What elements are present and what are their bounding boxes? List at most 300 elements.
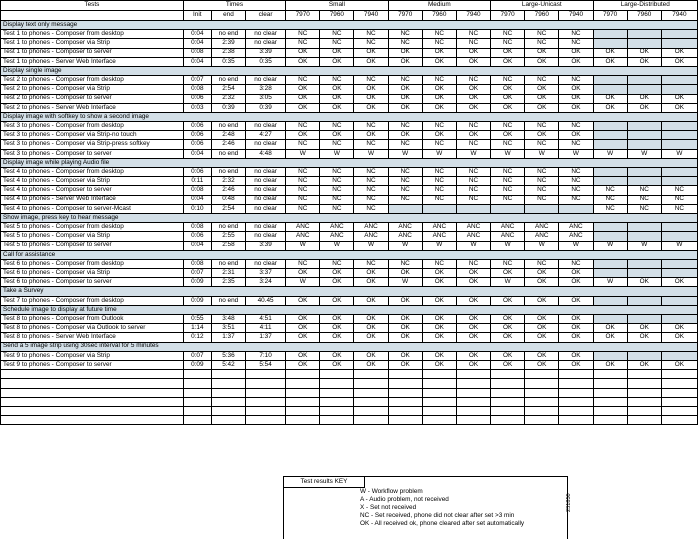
- col-init: Init: [183, 11, 211, 21]
- time-clear: 40.45: [246, 296, 286, 305]
- result-cell: W: [627, 241, 661, 250]
- result-cell: [627, 232, 661, 241]
- result-cell: NC: [491, 122, 525, 131]
- result-cell: OK: [559, 324, 593, 333]
- test-name: Test 2 to phones - Composer to server: [1, 94, 184, 103]
- blank-cell: [491, 370, 525, 379]
- result-cell: OK: [422, 315, 456, 324]
- table-row: [1, 85, 698, 94]
- blank-cell: [456, 370, 490, 379]
- result-cell: NC: [388, 140, 422, 149]
- table-row: [1, 351, 698, 360]
- test-name: Test 3 to phones - Composer to server: [1, 149, 184, 158]
- result-cell: OK: [388, 296, 422, 305]
- result-cell: NC: [320, 195, 354, 204]
- section-title: Display image with softkey to show a second image: [1, 112, 698, 121]
- time-init: 0:12: [183, 333, 211, 342]
- result-cell: OK: [354, 278, 388, 287]
- result-cell: NC: [627, 186, 661, 195]
- blank-cell: [354, 388, 388, 397]
- blank-row: [1, 379, 698, 388]
- result-cell: ANC: [286, 223, 320, 232]
- blank-cell: [286, 416, 320, 425]
- blank-cell: [388, 370, 422, 379]
- result-cell: OK: [320, 333, 354, 342]
- result-cell: OK: [320, 324, 354, 333]
- result-cell: NC: [456, 76, 490, 85]
- result-cell: OK: [388, 103, 422, 112]
- col-distributed-7960: 7960: [627, 11, 661, 21]
- time-init: 0:06: [183, 140, 211, 149]
- section-row: [1, 213, 698, 222]
- result-cell: [661, 131, 697, 140]
- result-cell: ANC: [559, 223, 593, 232]
- col-end: end: [211, 11, 245, 21]
- result-cell: OK: [593, 324, 627, 333]
- result-cell: OK: [286, 324, 320, 333]
- section-title: Call for assistance: [1, 250, 698, 259]
- result-cell: OK: [354, 48, 388, 57]
- time-end: 2:39: [211, 39, 245, 48]
- result-cell: OK: [456, 315, 490, 324]
- blank-cell: [183, 406, 211, 415]
- blank-cell: [525, 388, 559, 397]
- result-cell: NC: [525, 76, 559, 85]
- result-cell: [627, 131, 661, 140]
- result-cell: NC: [525, 140, 559, 149]
- blank-cell: [491, 397, 525, 406]
- time-end: 2:46: [211, 140, 245, 149]
- blank-cell: [286, 388, 320, 397]
- result-cell: NC: [286, 195, 320, 204]
- result-cell: W: [320, 241, 354, 250]
- result-cell: NC: [388, 122, 422, 131]
- test-name: Test 4 to phones - Composer to server-Mcast: [1, 204, 184, 213]
- table-row: [1, 241, 698, 250]
- time-end: 2:54: [211, 85, 245, 94]
- blank-cell: [422, 379, 456, 388]
- result-cell: OK: [559, 269, 593, 278]
- blank-cell: [246, 397, 286, 406]
- blank-cell: [422, 388, 456, 397]
- result-cell: OK: [422, 296, 456, 305]
- blank-cell: [286, 406, 320, 415]
- result-cell: [593, 131, 627, 140]
- result-cell: ANC: [422, 232, 456, 241]
- result-cell: OK: [525, 333, 559, 342]
- blank-cell: [525, 370, 559, 379]
- blank-cell: [246, 406, 286, 415]
- time-clear: no clear: [246, 122, 286, 131]
- result-cell: OK: [525, 296, 559, 305]
- table-row: [1, 333, 698, 342]
- blank-cell: [627, 406, 661, 415]
- result-cell: OK: [320, 48, 354, 57]
- group-header-small: Small: [286, 1, 388, 11]
- result-cell: [593, 296, 627, 305]
- result-cell: OK: [422, 94, 456, 103]
- result-cell: OK: [627, 360, 661, 369]
- table-row: [1, 57, 698, 66]
- result-cell: W: [491, 241, 525, 250]
- test-name: Test 4 to phones - Composer from desktop: [1, 168, 184, 177]
- result-cell: OK: [559, 296, 593, 305]
- test-name: Test 7 to phones - Composer from desktop: [1, 296, 184, 305]
- result-cell: NC: [422, 122, 456, 131]
- result-cell: NC: [525, 168, 559, 177]
- col-distributed-7970: 7970: [593, 11, 627, 21]
- result-cell: NC: [320, 168, 354, 177]
- time-end: 2:35: [211, 278, 245, 287]
- table-row: [1, 232, 698, 241]
- result-cell: ANC: [286, 232, 320, 241]
- result-cell: NC: [320, 39, 354, 48]
- time-end: no end: [211, 122, 245, 131]
- table-row: [1, 48, 698, 57]
- time-init: 0:04: [183, 39, 211, 48]
- result-cell: NC: [354, 39, 388, 48]
- result-cell: [593, 85, 627, 94]
- result-cell: NC: [286, 259, 320, 268]
- blank-cell: [246, 388, 286, 397]
- blank-cell: [661, 416, 697, 425]
- result-cell: W: [491, 278, 525, 287]
- result-cell: NC: [456, 39, 490, 48]
- result-cell: NC: [320, 204, 354, 213]
- results-key: [283, 476, 568, 539]
- result-cell: ANC: [354, 232, 388, 241]
- header-row-columns: [1, 11, 698, 21]
- result-cell: [661, 269, 697, 278]
- result-cell: OK: [388, 360, 422, 369]
- result-cell: OK: [525, 269, 559, 278]
- result-cell: OK: [627, 333, 661, 342]
- result-cell: [593, 122, 627, 131]
- result-cell: OK: [422, 333, 456, 342]
- result-cell: OK: [661, 333, 697, 342]
- test-name: Test 6 to phones - Composer to server: [1, 278, 184, 287]
- result-cell: W: [491, 149, 525, 158]
- col-unicast-7960: 7960: [525, 11, 559, 21]
- table-row: [1, 195, 698, 204]
- blank-cell: [456, 397, 490, 406]
- result-cell: OK: [491, 85, 525, 94]
- blank-cell: [246, 370, 286, 379]
- blank-cell: [320, 397, 354, 406]
- result-cell: NC: [286, 204, 320, 213]
- result-cell: NC: [525, 30, 559, 39]
- result-cell: OK: [286, 269, 320, 278]
- result-cell: [627, 296, 661, 305]
- result-cell: OK: [388, 85, 422, 94]
- result-cell: NC: [286, 186, 320, 195]
- time-end: no end: [211, 30, 245, 39]
- test-name: Test 6 to phones - Composer from desktop: [1, 259, 184, 268]
- result-cell: NC: [525, 259, 559, 268]
- time-init: 0:06: [183, 131, 211, 140]
- table-row: [1, 223, 698, 232]
- table-row: [1, 269, 698, 278]
- result-cell: NC: [286, 76, 320, 85]
- result-cell: NC: [559, 168, 593, 177]
- blank-cell: [354, 370, 388, 379]
- result-cell: NC: [388, 76, 422, 85]
- result-cell: [661, 76, 697, 85]
- result-cell: OK: [388, 131, 422, 140]
- section-row: [1, 158, 698, 167]
- result-cell: OK: [286, 103, 320, 112]
- section-title: Display single image: [1, 66, 698, 75]
- time-clear: 3:28: [246, 85, 286, 94]
- blank-cell: [388, 397, 422, 406]
- result-cell: OK: [456, 324, 490, 333]
- result-cell: OK: [661, 48, 697, 57]
- col-small-7940: 7940: [354, 11, 388, 21]
- time-clear: 3:37: [246, 269, 286, 278]
- blank-cell: [211, 388, 245, 397]
- time-end: 3:51: [211, 324, 245, 333]
- result-cell: NC: [320, 186, 354, 195]
- result-cell: [593, 351, 627, 360]
- result-cell: OK: [525, 315, 559, 324]
- result-cell: [593, 168, 627, 177]
- result-cell: OK: [559, 131, 593, 140]
- time-clear: 5:54: [246, 360, 286, 369]
- result-cell: NC: [286, 30, 320, 39]
- time-clear: 3:05: [246, 94, 286, 103]
- time-end: 0:48: [211, 195, 245, 204]
- result-cell: NC: [456, 195, 490, 204]
- result-cell: [593, 39, 627, 48]
- result-cell: NC: [559, 195, 593, 204]
- result-cell: OK: [456, 94, 490, 103]
- result-cell: W: [388, 241, 422, 250]
- blank-cell: [525, 416, 559, 425]
- group-header-large-unicast: Large-Unicast: [491, 1, 593, 11]
- time-init: 0:04: [183, 195, 211, 204]
- result-cell: [593, 315, 627, 324]
- test-name: Test 1 to phones - Composer from desktop: [1, 30, 184, 39]
- blank-row: [1, 397, 698, 406]
- result-cell: NC: [354, 122, 388, 131]
- col-unicast-7940: 7940: [559, 11, 593, 21]
- blank-cell: [593, 379, 627, 388]
- time-end: 2:54: [211, 204, 245, 213]
- result-cell: OK: [525, 351, 559, 360]
- blank-cell: [211, 370, 245, 379]
- blank-cell: [627, 379, 661, 388]
- time-clear: 3:39: [246, 48, 286, 57]
- result-cell: OK: [627, 94, 661, 103]
- result-cell: OK: [456, 351, 490, 360]
- blank-cell: [286, 370, 320, 379]
- result-cell: OK: [525, 94, 559, 103]
- result-cell: [661, 232, 697, 241]
- test-name: Test 5 to phones - Composer from desktop: [1, 223, 184, 232]
- blank-cell: [593, 397, 627, 406]
- col-small-7960: 7960: [320, 11, 354, 21]
- result-cell: OK: [491, 351, 525, 360]
- result-cell: OK: [456, 103, 490, 112]
- result-cell: NC: [491, 76, 525, 85]
- col-small-7970: 7970: [286, 11, 320, 21]
- result-cell: W: [593, 241, 627, 250]
- table-row: [1, 76, 698, 85]
- test-name: Test 5 to phones - Composer to server: [1, 241, 184, 250]
- result-cell: OK: [320, 269, 354, 278]
- blank-cell: [211, 416, 245, 425]
- result-cell: OK: [491, 324, 525, 333]
- result-cell: W: [593, 278, 627, 287]
- result-cell: NC: [491, 177, 525, 186]
- time-end: 2:38: [211, 48, 245, 57]
- blank-cell: [320, 379, 354, 388]
- result-cell: OK: [559, 351, 593, 360]
- result-cell: OK: [320, 351, 354, 360]
- result-cell: OK: [286, 360, 320, 369]
- test-name: Test 4 to phones - Composer to server: [1, 186, 184, 195]
- blank-row: [1, 406, 698, 415]
- header-row-groups: [1, 1, 698, 11]
- result-cell: NC: [525, 122, 559, 131]
- result-cell: W: [354, 241, 388, 250]
- result-cell: NC: [559, 259, 593, 268]
- result-cell: OK: [354, 57, 388, 66]
- result-cell: W: [627, 149, 661, 158]
- result-cell: NC: [422, 76, 456, 85]
- result-cell: NC: [456, 259, 490, 268]
- table-row: [1, 94, 698, 103]
- result-cell: OK: [593, 360, 627, 369]
- result-cell: NC: [559, 122, 593, 131]
- table-row: [1, 122, 698, 131]
- section-row: [1, 305, 698, 314]
- result-cell: OK: [491, 48, 525, 57]
- result-cell: [491, 204, 525, 213]
- time-init: 0:04: [183, 149, 211, 158]
- result-cell: NC: [354, 259, 388, 268]
- time-clear: no clear: [246, 76, 286, 85]
- result-cell: [422, 204, 456, 213]
- result-cell: W: [525, 241, 559, 250]
- result-cell: NC: [354, 140, 388, 149]
- result-cell: [661, 140, 697, 149]
- table-row: [1, 131, 698, 140]
- result-cell: OK: [388, 333, 422, 342]
- blank-cell: [559, 370, 593, 379]
- test-name: Test 5 to phones - Composer via Strip: [1, 232, 184, 241]
- time-init: 0:04: [183, 30, 211, 39]
- time-init: 1:14: [183, 324, 211, 333]
- result-cell: NC: [422, 39, 456, 48]
- result-cell: W: [320, 149, 354, 158]
- result-cell: OK: [559, 278, 593, 287]
- blank-cell: [1, 370, 184, 379]
- result-cell: NC: [354, 195, 388, 204]
- result-cell: NC: [320, 122, 354, 131]
- result-cell: W: [354, 149, 388, 158]
- result-cell: OK: [559, 315, 593, 324]
- time-end: no end: [211, 76, 245, 85]
- result-cell: NC: [525, 39, 559, 48]
- result-cell: [593, 140, 627, 149]
- result-cell: [627, 30, 661, 39]
- time-init: 0:04: [183, 57, 211, 66]
- result-cell: OK: [388, 57, 422, 66]
- result-cell: OK: [627, 278, 661, 287]
- time-end: 2:48: [211, 131, 245, 140]
- result-cell: NC: [320, 177, 354, 186]
- result-cell: OK: [388, 324, 422, 333]
- time-init: 0:07: [183, 269, 211, 278]
- blank-cell: [354, 406, 388, 415]
- test-name: Test 2 to phones - Server Web Interface: [1, 103, 184, 112]
- result-cell: NC: [286, 168, 320, 177]
- result-cell: [593, 177, 627, 186]
- result-cell: OK: [320, 103, 354, 112]
- result-cell: [627, 259, 661, 268]
- result-cell: NC: [320, 140, 354, 149]
- result-cell: OK: [388, 351, 422, 360]
- time-end: 2:55: [211, 232, 245, 241]
- blank-cell: [661, 406, 697, 415]
- blank-cell: [183, 388, 211, 397]
- blank-cell: [627, 388, 661, 397]
- blank-cell: [320, 416, 354, 425]
- time-init: 0:03: [183, 103, 211, 112]
- time-init: 0:08: [183, 186, 211, 195]
- result-cell: OK: [388, 269, 422, 278]
- result-cell: ANC: [388, 232, 422, 241]
- test-name: Test 9 to phones - Composer via Strip: [1, 351, 184, 360]
- blank-cell: [422, 370, 456, 379]
- test-name: Test 1 to phones - Server Web Interface: [1, 57, 184, 66]
- result-cell: [593, 232, 627, 241]
- result-cell: OK: [354, 324, 388, 333]
- result-cell: NC: [354, 30, 388, 39]
- blank-cell: [183, 379, 211, 388]
- time-clear: no clear: [246, 186, 286, 195]
- time-clear: 3:39: [246, 241, 286, 250]
- result-cell: OK: [525, 57, 559, 66]
- result-cell: OK: [593, 333, 627, 342]
- result-cell: OK: [525, 324, 559, 333]
- result-cell: NC: [354, 168, 388, 177]
- result-cell: OK: [525, 48, 559, 57]
- tests-subheader: [1, 11, 184, 21]
- result-cell: OK: [559, 48, 593, 57]
- blank-row: [1, 370, 698, 379]
- result-cell: W: [559, 149, 593, 158]
- result-cell: OK: [354, 269, 388, 278]
- test-name: Test 2 to phones - Composer via Strip: [1, 85, 184, 94]
- blank-cell: [1, 416, 184, 425]
- result-cell: OK: [320, 278, 354, 287]
- result-cell: OK: [320, 94, 354, 103]
- result-cell: NC: [388, 30, 422, 39]
- tests-header: Tests: [1, 1, 184, 11]
- table-row: [1, 278, 698, 287]
- result-cell: NC: [388, 186, 422, 195]
- result-cell: [456, 204, 490, 213]
- blank-cell: [246, 416, 286, 425]
- result-cell: OK: [422, 48, 456, 57]
- group-header-medium: Medium: [388, 1, 490, 11]
- blank-cell: [456, 416, 490, 425]
- result-cell: [627, 223, 661, 232]
- result-cell: [627, 140, 661, 149]
- blank-cell: [593, 370, 627, 379]
